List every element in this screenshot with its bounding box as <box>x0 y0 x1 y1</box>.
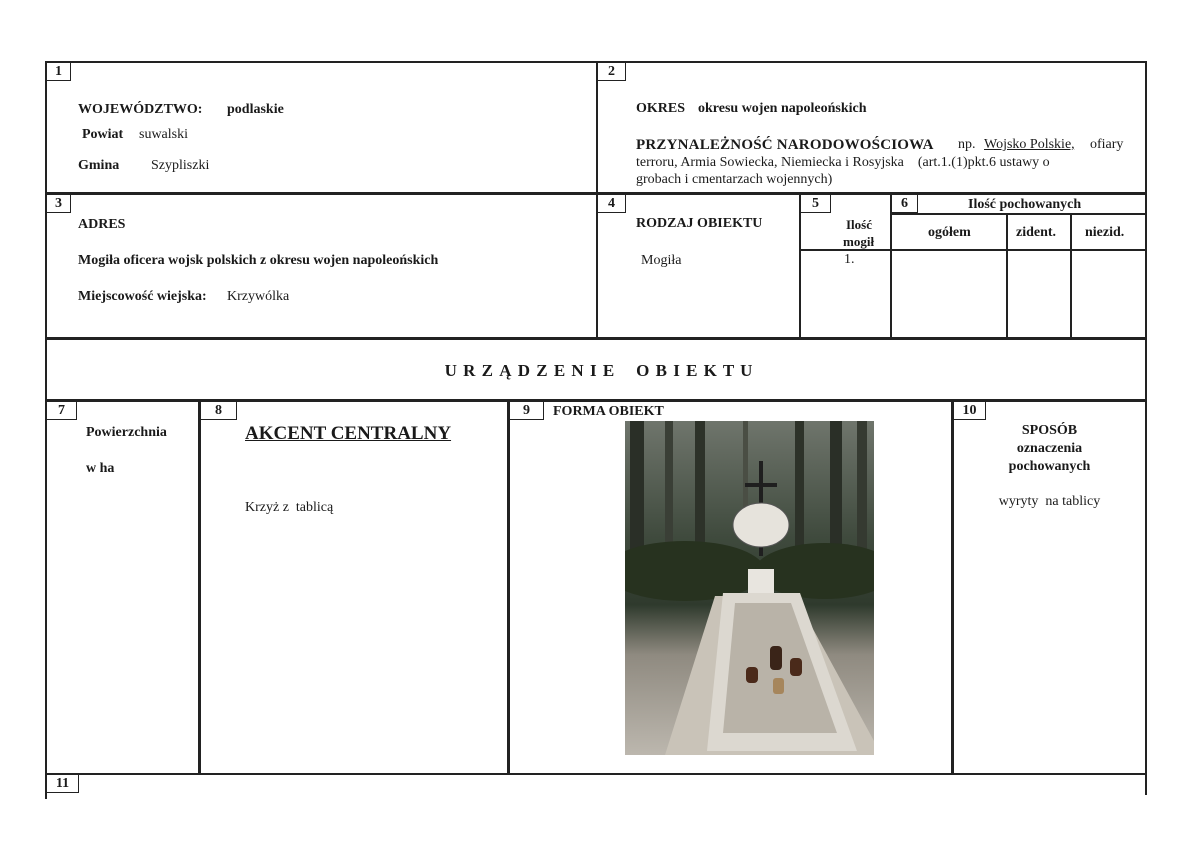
cell-2-number: 2 <box>598 63 626 81</box>
cell-8-number: 8 <box>201 402 237 420</box>
okres-value: okresu wojen napoleońskich <box>698 101 867 116</box>
sposob-label-3: pochowanych <box>1008 459 1091 474</box>
rodzaj-obiektu-label: RODZAJ OBIEKTU <box>636 216 763 231</box>
powiat-value: suwalski <box>139 127 188 142</box>
bottom-line <box>45 773 1147 775</box>
akcent-centralny-title: AKCENT CENTRALNY <box>245 423 452 444</box>
cell-4-number: 4 <box>598 195 626 213</box>
cell-6-number: 6 <box>892 195 918 213</box>
cell6-col2-line <box>1006 214 1008 339</box>
cell-8-frame <box>199 400 509 775</box>
zident-header: zident. <box>1016 225 1057 240</box>
przynaleznosc-wojsko-polskie: Wojsko Polskie, <box>984 137 1075 152</box>
cell-3-number: 3 <box>47 195 71 213</box>
ogolem-header: ogółem <box>928 225 971 240</box>
sposob-label-2: oznaczenia <box>1016 441 1083 456</box>
ilosc-mogil-label-2: mogił <box>843 234 875 249</box>
wojewodztwo-value: podlaskie <box>227 102 284 117</box>
cell-10-number: 10 <box>954 402 986 420</box>
rodzaj-obiektu-value: Mogiła <box>641 253 682 268</box>
przynaleznosc-ofiary: ofiary <box>1090 137 1124 152</box>
sposob-label-1: SPOSÓB <box>1021 423 1078 438</box>
wojewodztwo-label: WOJEWÓDZTWO: <box>78 102 203 117</box>
cell6-col3-line <box>1070 214 1072 339</box>
przynaleznosc-label: PRZYNALEŻNOŚĆ NARODOWOŚCIOWA <box>636 137 934 153</box>
okres-label: OKRES <box>636 101 686 116</box>
gmina-label: Gmina <box>78 158 120 173</box>
miejscowosc-label: Miejscowość wiejska: <box>78 289 207 304</box>
powierzchnia-label: Powierzchnia <box>86 425 167 440</box>
powiat-label: Powiat <box>82 127 124 142</box>
sposob-value: wyryty na tablicy <box>998 494 1101 509</box>
cell-1-number: 1 <box>47 63 71 81</box>
ilosc-mogil-value: 1. <box>844 252 855 267</box>
cell-7-number: 7 <box>47 402 77 420</box>
przynaleznosc-line3: grobach i cmentarzach wojennych) <box>636 172 833 187</box>
cell5-left-line <box>799 193 801 339</box>
right-edge-line <box>1145 773 1147 795</box>
ilosc-mogil-label-1: Ilość <box>846 217 872 232</box>
section-title: U R Z Ą D Z E N I E O B I E K T U <box>444 361 754 380</box>
adres-label: ADRES <box>78 217 126 232</box>
akcent-centralny-value: Krzyż z tablicą <box>245 500 334 515</box>
niezid-header: niezid. <box>1085 225 1125 240</box>
grave-photo <box>625 421 874 755</box>
miejscowosc-value: Krzywólka <box>227 289 290 304</box>
cell-11-number: 11 <box>47 775 79 793</box>
forma-obiektu-label: FORMA OBIEKT <box>553 404 664 419</box>
cell-9-number: 9 <box>510 402 544 420</box>
cell-5-number: 5 <box>801 195 831 213</box>
cell6-header-line <box>890 213 1147 215</box>
cell6-left-line <box>890 193 892 339</box>
cell-7-frame <box>45 400 200 775</box>
cell-1-frame <box>45 61 598 194</box>
przynaleznosc-line2: terroru, Armia Sowiecka, Niemiecka i Rosyjska (art.1.(1)pkt.6 ustawy o <box>636 155 1050 170</box>
gmina-value: Szypliszki <box>151 158 210 173</box>
obiekt-name: Mogiła oficera wojsk polskich z okresu wojen napoleońskich <box>78 253 439 268</box>
przynaleznosc-np: np. <box>958 137 976 152</box>
ilosc-pochowanych-label: Ilość pochowanych <box>968 197 1082 212</box>
w-ha-label: w ha <box>86 461 115 476</box>
